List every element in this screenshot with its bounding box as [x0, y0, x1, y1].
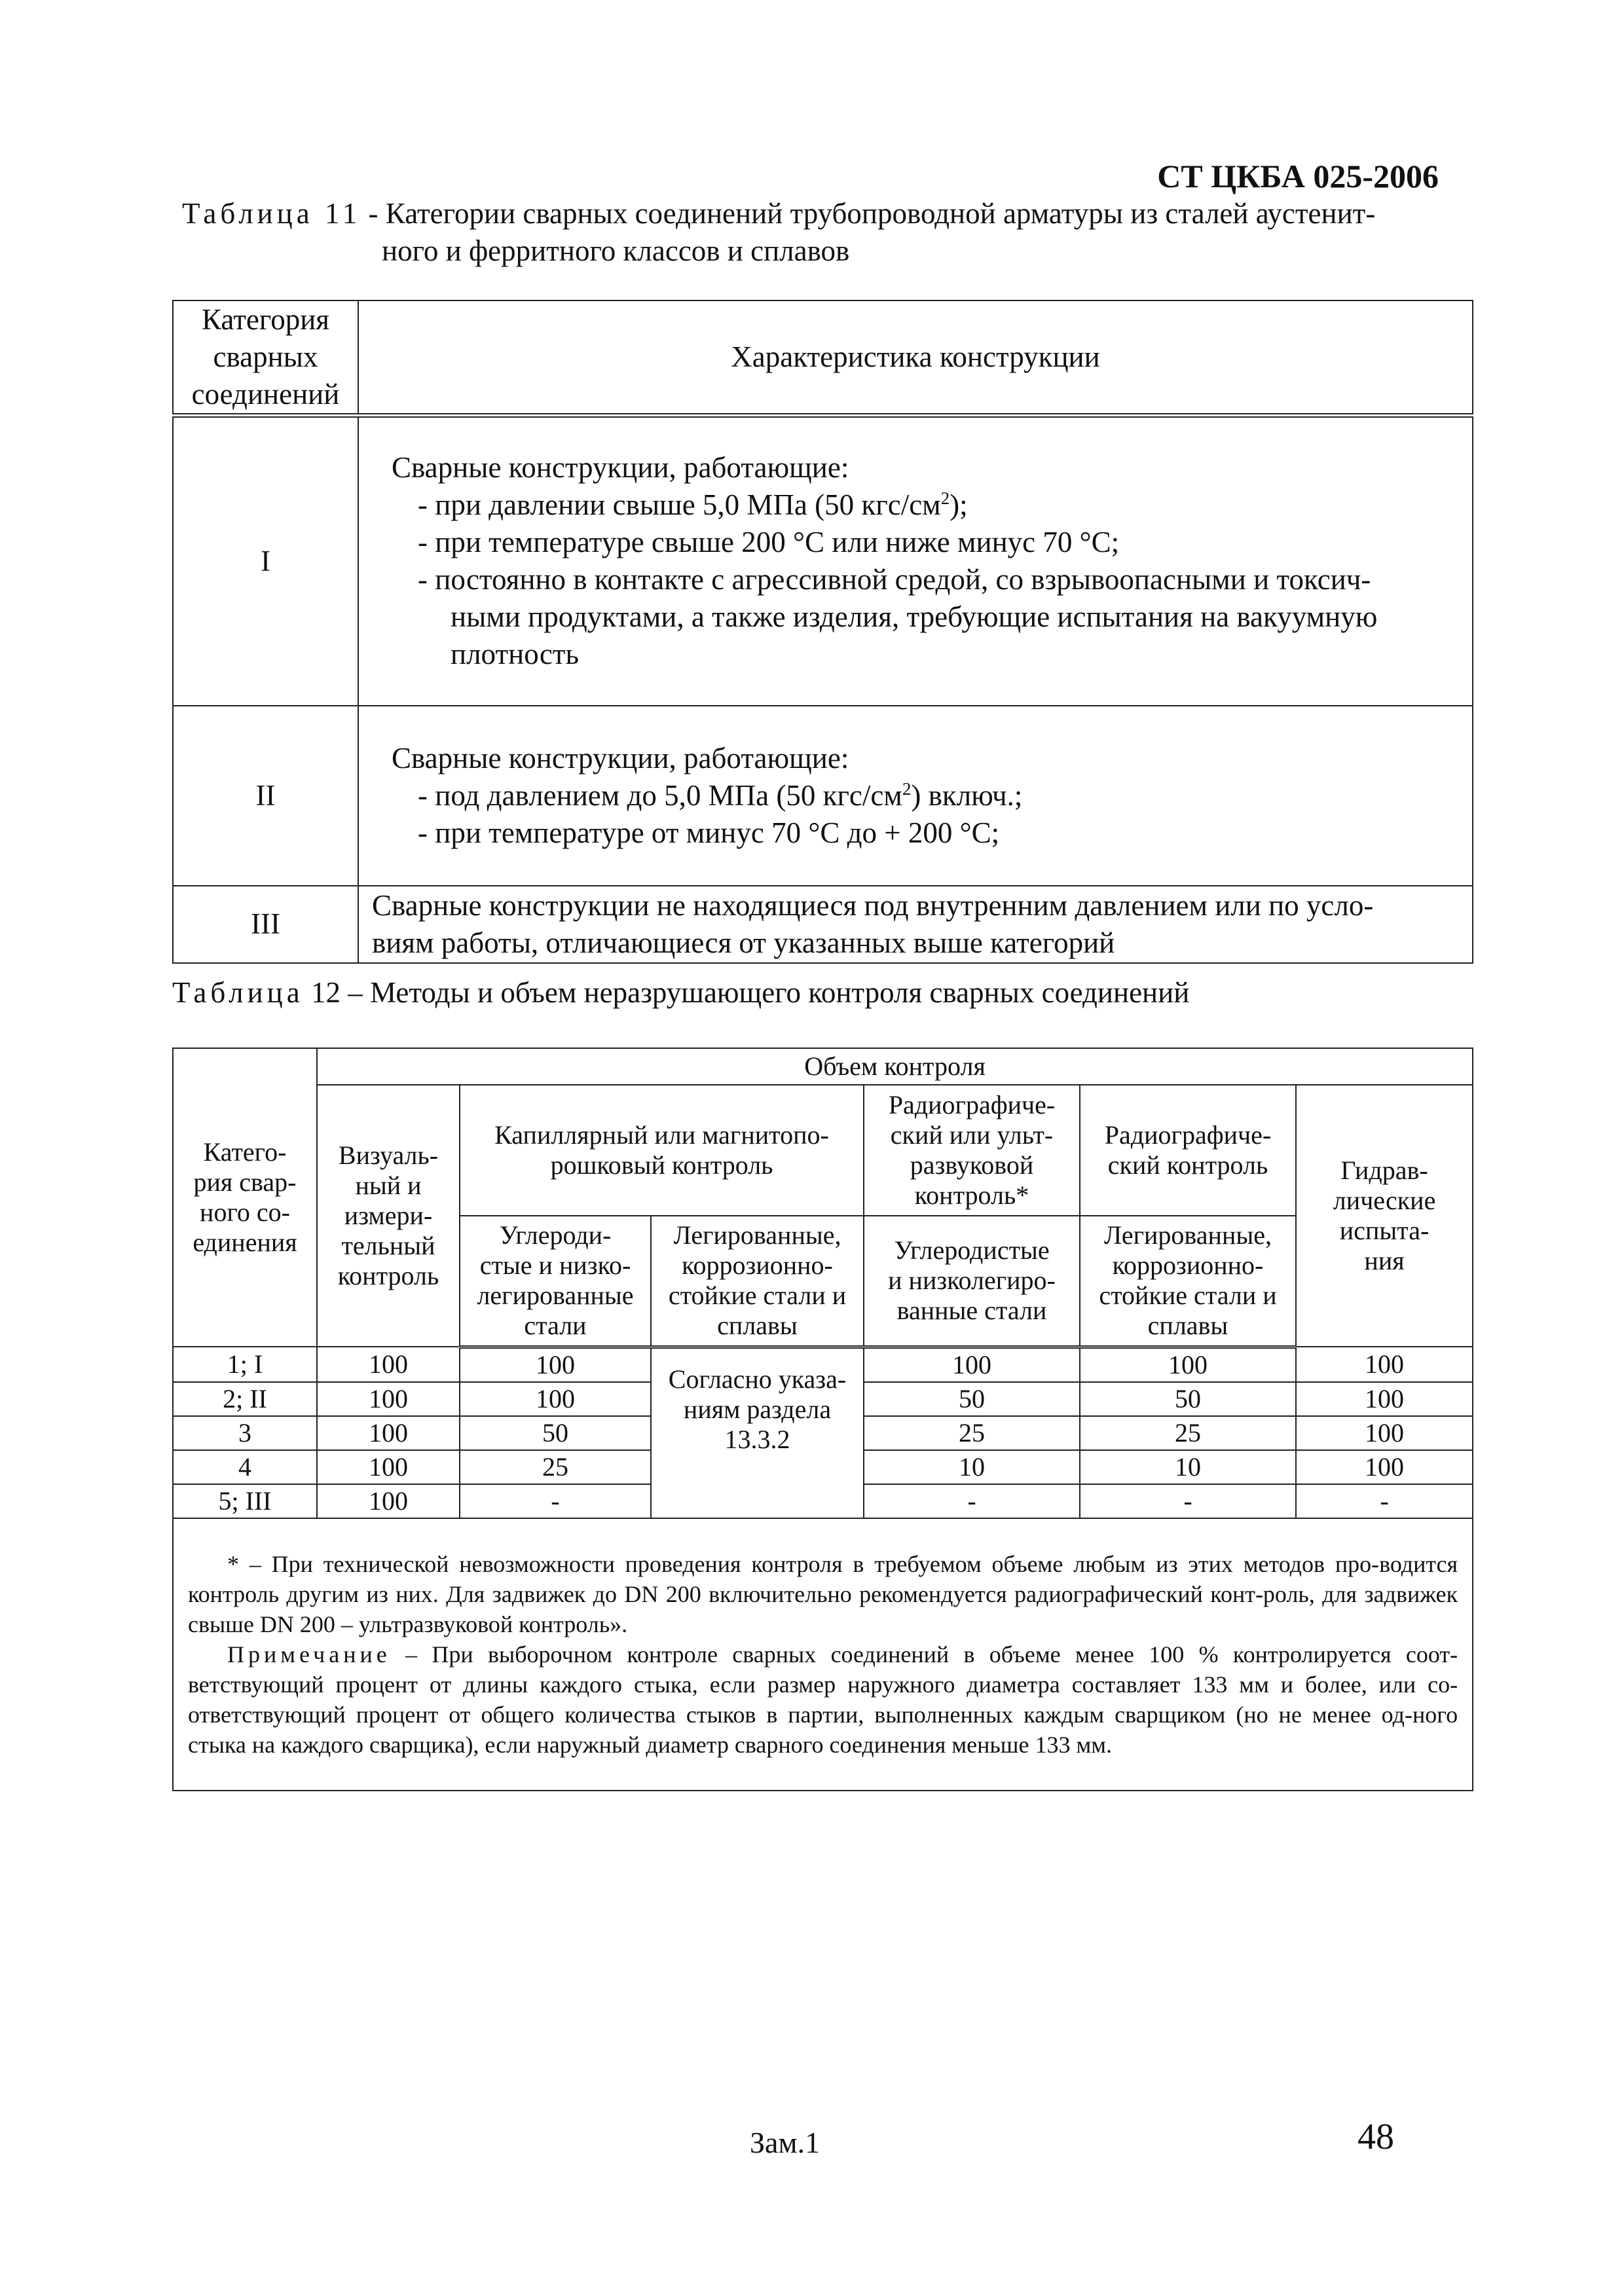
- table11-caption-label: Таблица 11: [182, 197, 361, 230]
- superscript: 2: [940, 488, 950, 509]
- table12-header-carbon-steels-rad: Углеродистые и низколегиро- ванные стали: [864, 1216, 1080, 1347]
- text-line: - при температуре от минус 70 °С до + 200 °С;: [418, 816, 1000, 849]
- table11-header-row: [173, 301, 1473, 416]
- table-row: [173, 706, 1473, 886]
- table-row: [173, 416, 1473, 706]
- table11-header-category: [173, 301, 358, 416]
- table12-cell-category: 4: [173, 1450, 317, 1484]
- text-line: плотность: [451, 638, 579, 671]
- table12-header-alloy-steels: Легированные, коррозионно- стойкие стали и сплавы: [651, 1216, 864, 1347]
- text-line: ными продуктами, а также изделия, требующие испытания на вакуумную: [451, 600, 1378, 634]
- note-label: Примечание: [227, 1641, 391, 1667]
- table12-cell-category: 2; II: [173, 1382, 317, 1416]
- text-line: Сварные конструкции, работающие:: [392, 741, 849, 774]
- table12-cell-rad-us: 10: [864, 1450, 1080, 1484]
- text-line: [392, 486, 1452, 524]
- table11-row-description: [358, 886, 1473, 963]
- table12-notes: [173, 1518, 1473, 1791]
- table12-cell-category: 1; I: [173, 1347, 317, 1382]
- table12-header-alloy-steels-rad: Легированные, коррозионно- стойкие стали и сплавы: [1080, 1216, 1296, 1347]
- table12-header-row: [173, 1048, 1473, 1085]
- table12-cell-carbon: -: [460, 1484, 651, 1518]
- table12-cell-merged-note: Согласно указа- ниям раздела 13.3.2: [651, 1347, 864, 1518]
- table12-cell-carbon: 50: [460, 1416, 651, 1450]
- text-line: виям работы, отличающиеся от указанных выше категорий: [372, 926, 1115, 959]
- table12-cell-rad-us: 50: [864, 1382, 1080, 1416]
- table11-row-category: II: [173, 706, 358, 886]
- table12-cell-hydro: 100: [1296, 1416, 1473, 1450]
- table12-cell-hydro: -: [1296, 1484, 1473, 1518]
- text-line: [392, 777, 1452, 814]
- page-number: 48: [1357, 2117, 1394, 2157]
- table11-row-category: III: [173, 886, 358, 963]
- table11-row-category: I: [173, 416, 358, 706]
- table-row: [173, 1347, 1473, 1382]
- table12-cell-rad: -: [1080, 1484, 1296, 1518]
- table11-header-category-line: Категория: [202, 303, 329, 336]
- superscript: 2: [902, 778, 912, 799]
- table11-header-description: Характеристика конструкции: [358, 301, 1473, 416]
- table12-cell-hydro: 100: [1296, 1450, 1473, 1484]
- table12-cell-carbon: 25: [460, 1450, 651, 1484]
- text-line: Сварные конструкции не находящиеся под внутренним давлением или по усло-: [372, 888, 1374, 922]
- table12-cell-carbon: 100: [460, 1382, 651, 1416]
- text-line: - при температуре свыше 200 °С или ниже минус 70 °С;: [418, 526, 1120, 559]
- table12-cell-rad-us: 100: [864, 1347, 1080, 1382]
- table12-cell-rad-us: 25: [864, 1416, 1080, 1450]
- table12-cell-rad: 100: [1080, 1347, 1296, 1382]
- table11-caption-line2: ного и ферритного классов и сплавов: [382, 234, 850, 267]
- change-number: Зам.1: [750, 2126, 821, 2159]
- text-span: );: [950, 488, 968, 522]
- note-paragraph: [188, 1639, 1458, 1760]
- table12-cell-visual: 100: [317, 1484, 460, 1518]
- table12-cell-category: 5; III: [173, 1484, 317, 1518]
- table12-header-hydraulic: Гидрав- лические испыта- ния: [1296, 1085, 1473, 1347]
- table12: [172, 1048, 1473, 1791]
- table11-header-category-line: сварных: [213, 340, 318, 373]
- table12-cell-carbon: 100: [460, 1347, 651, 1382]
- table12-header-radiographic-ultrasonic: Радиографиче- ский или ульт- развуковой контроль*: [864, 1085, 1080, 1216]
- note-text: – При выборочном контроле сварных соединений в объеме менее 100 % контролируется соот-ветствующий процент от длины каждого стыка, если размер наружного диаметра составляет 133 мм и более, или со-ответствующий процент от общего количества стыков в партии, выполненных каждым сварщиком (но не менее од-ного стыка на каждого сварщика), если наружный диаметр сварного соединения меньше 133 мм.: [188, 1641, 1458, 1758]
- text-span: - под давлением до 5,0 МПа (50 кгс/см: [418, 778, 902, 812]
- table12-caption-label: Таблица: [172, 976, 304, 1009]
- table11-caption-line1: - Категории сварных соединений трубопроводной арматуры из сталей аустенит-: [361, 197, 1376, 230]
- table-row: [173, 886, 1473, 963]
- table12-cell-rad-us: -: [864, 1484, 1080, 1518]
- table12-cell-visual: 100: [317, 1416, 460, 1450]
- table11-row-description: [358, 416, 1473, 706]
- text-line: - постоянно в контакте с агрессивной средой, со взрывоопасными и токсич-: [418, 563, 1371, 596]
- table12-cell-rad: 10: [1080, 1450, 1296, 1484]
- table11-header-category-line: соединений: [191, 378, 340, 410]
- table12-header-row: [173, 1085, 1473, 1216]
- table12-notes-row: [173, 1518, 1473, 1791]
- table11-caption: [182, 195, 1375, 232]
- table12-cell-visual: 100: [317, 1450, 460, 1484]
- table12-cell-category: 3: [173, 1416, 317, 1450]
- table12-caption-text: 12 – Методы и объем неразрушающего контроля сварных соединений: [303, 976, 1190, 1009]
- table12-header-carbon-steels: Углероди- стые и низко- легированные стали: [460, 1216, 651, 1347]
- table12-header-radiographic: Радиографиче- ский контроль: [1080, 1085, 1296, 1216]
- table12-cell-hydro: 100: [1296, 1347, 1473, 1382]
- table12-cell-rad: 25: [1080, 1416, 1296, 1450]
- table12-header-capillary: Капиллярный или магнитопо- рошковый контроль: [460, 1085, 864, 1216]
- table12-cell-visual: 100: [317, 1347, 460, 1382]
- table12-header-category: Катего- рия свар- ного со- единения: [173, 1048, 317, 1347]
- table11: [172, 300, 1473, 964]
- document-code: СТ ЦКБА 025-2006: [1157, 158, 1439, 194]
- table12-cell-rad: 50: [1080, 1382, 1296, 1416]
- table12-cell-hydro: 100: [1296, 1382, 1473, 1416]
- table11-row-description: [358, 706, 1473, 886]
- table12-caption: [172, 974, 1189, 1011]
- text-line: Сварные конструкции, работающие:: [392, 451, 849, 484]
- table12-header-visual: Визуаль- ный и измери- тельный контроль: [317, 1085, 460, 1347]
- table12-header-volume: Объем контроля: [317, 1048, 1473, 1085]
- text-span: ) включ.;: [911, 778, 1023, 812]
- text-span: - при давлении свыше 5,0 МПа (50 кгс/см: [418, 488, 941, 522]
- table12-cell-visual: 100: [317, 1382, 460, 1416]
- footnote-star: * – При технической невозможности проведения контроля в требуемом объеме любым из этих методов про-водится контроль другим из них. Для задвижек до DN 200 включительно рекомендуется радиографический конт-роль, для задвижек свыше DN 200 – ультразвуковой контроль».: [188, 1550, 1458, 1637]
